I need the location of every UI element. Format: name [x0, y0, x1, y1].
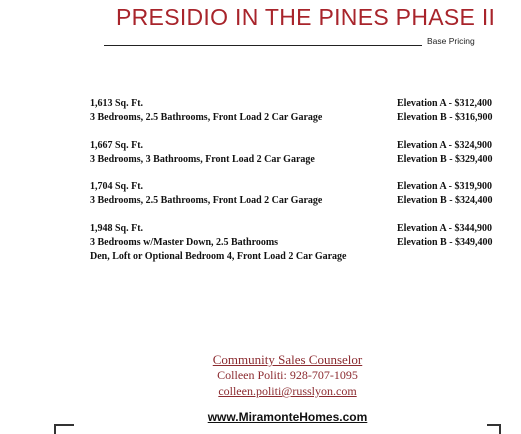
plan-detail: 3 Bedrooms, 3 Bathrooms, Front Load 2 Car Garage [90, 154, 315, 165]
title-rule [104, 45, 422, 46]
plan-size: 1,613 Sq. Ft. [90, 98, 144, 109]
plan-size: 1,667 Sq. Ft. [90, 140, 144, 151]
plan-size: 1,948 Sq. Ft. [90, 223, 144, 234]
website-link[interactable]: www.MiramonteHomes.com [207, 410, 368, 424]
logo-corner-left [54, 424, 74, 434]
elevation-b-price: Elevation B - $316,900 [397, 112, 493, 123]
page-title: PRESIDIO IN THE PINES PHASE II [116, 4, 496, 30]
logo-corner-right [487, 424, 501, 434]
plan-size: 1,704 Sq. Ft. [90, 181, 144, 192]
counselor-title: Community Sales Counselor [212, 352, 363, 367]
counselor-email-link[interactable]: colleen.politi@russlyon.com [218, 384, 357, 398]
elevation-b-price: Elevation B - $349,400 [397, 237, 493, 248]
elevation-a-price: Elevation A - $319,900 [397, 181, 493, 192]
elevation-b-price: Elevation B - $324,400 [397, 195, 493, 206]
counselor-contact: Colleen Politi: 928-707-1095 [217, 368, 358, 382]
elevation-a-price: Elevation A - $324,900 [397, 140, 493, 151]
plan-detail: 3 Bedrooms w/Master Down, 2.5 Bathrooms [90, 237, 279, 248]
plan-detail: Den, Loft or Optional Bedroom 4, Front Load 2 Car Garage [90, 251, 347, 262]
elevation-a-price: Elevation A - $344,900 [397, 223, 493, 234]
plan-detail: 3 Bedrooms, 2.5 Bathrooms, Front Load 2 Car Garage [90, 195, 323, 206]
elevation-b-price: Elevation B - $329,400 [397, 154, 493, 165]
page-subtitle: Base Pricing [427, 36, 475, 46]
plan-detail: 3 Bedrooms, 2.5 Bathrooms, Front Load 2 Car Garage [90, 112, 323, 123]
elevation-a-price: Elevation A - $312,400 [397, 98, 493, 109]
